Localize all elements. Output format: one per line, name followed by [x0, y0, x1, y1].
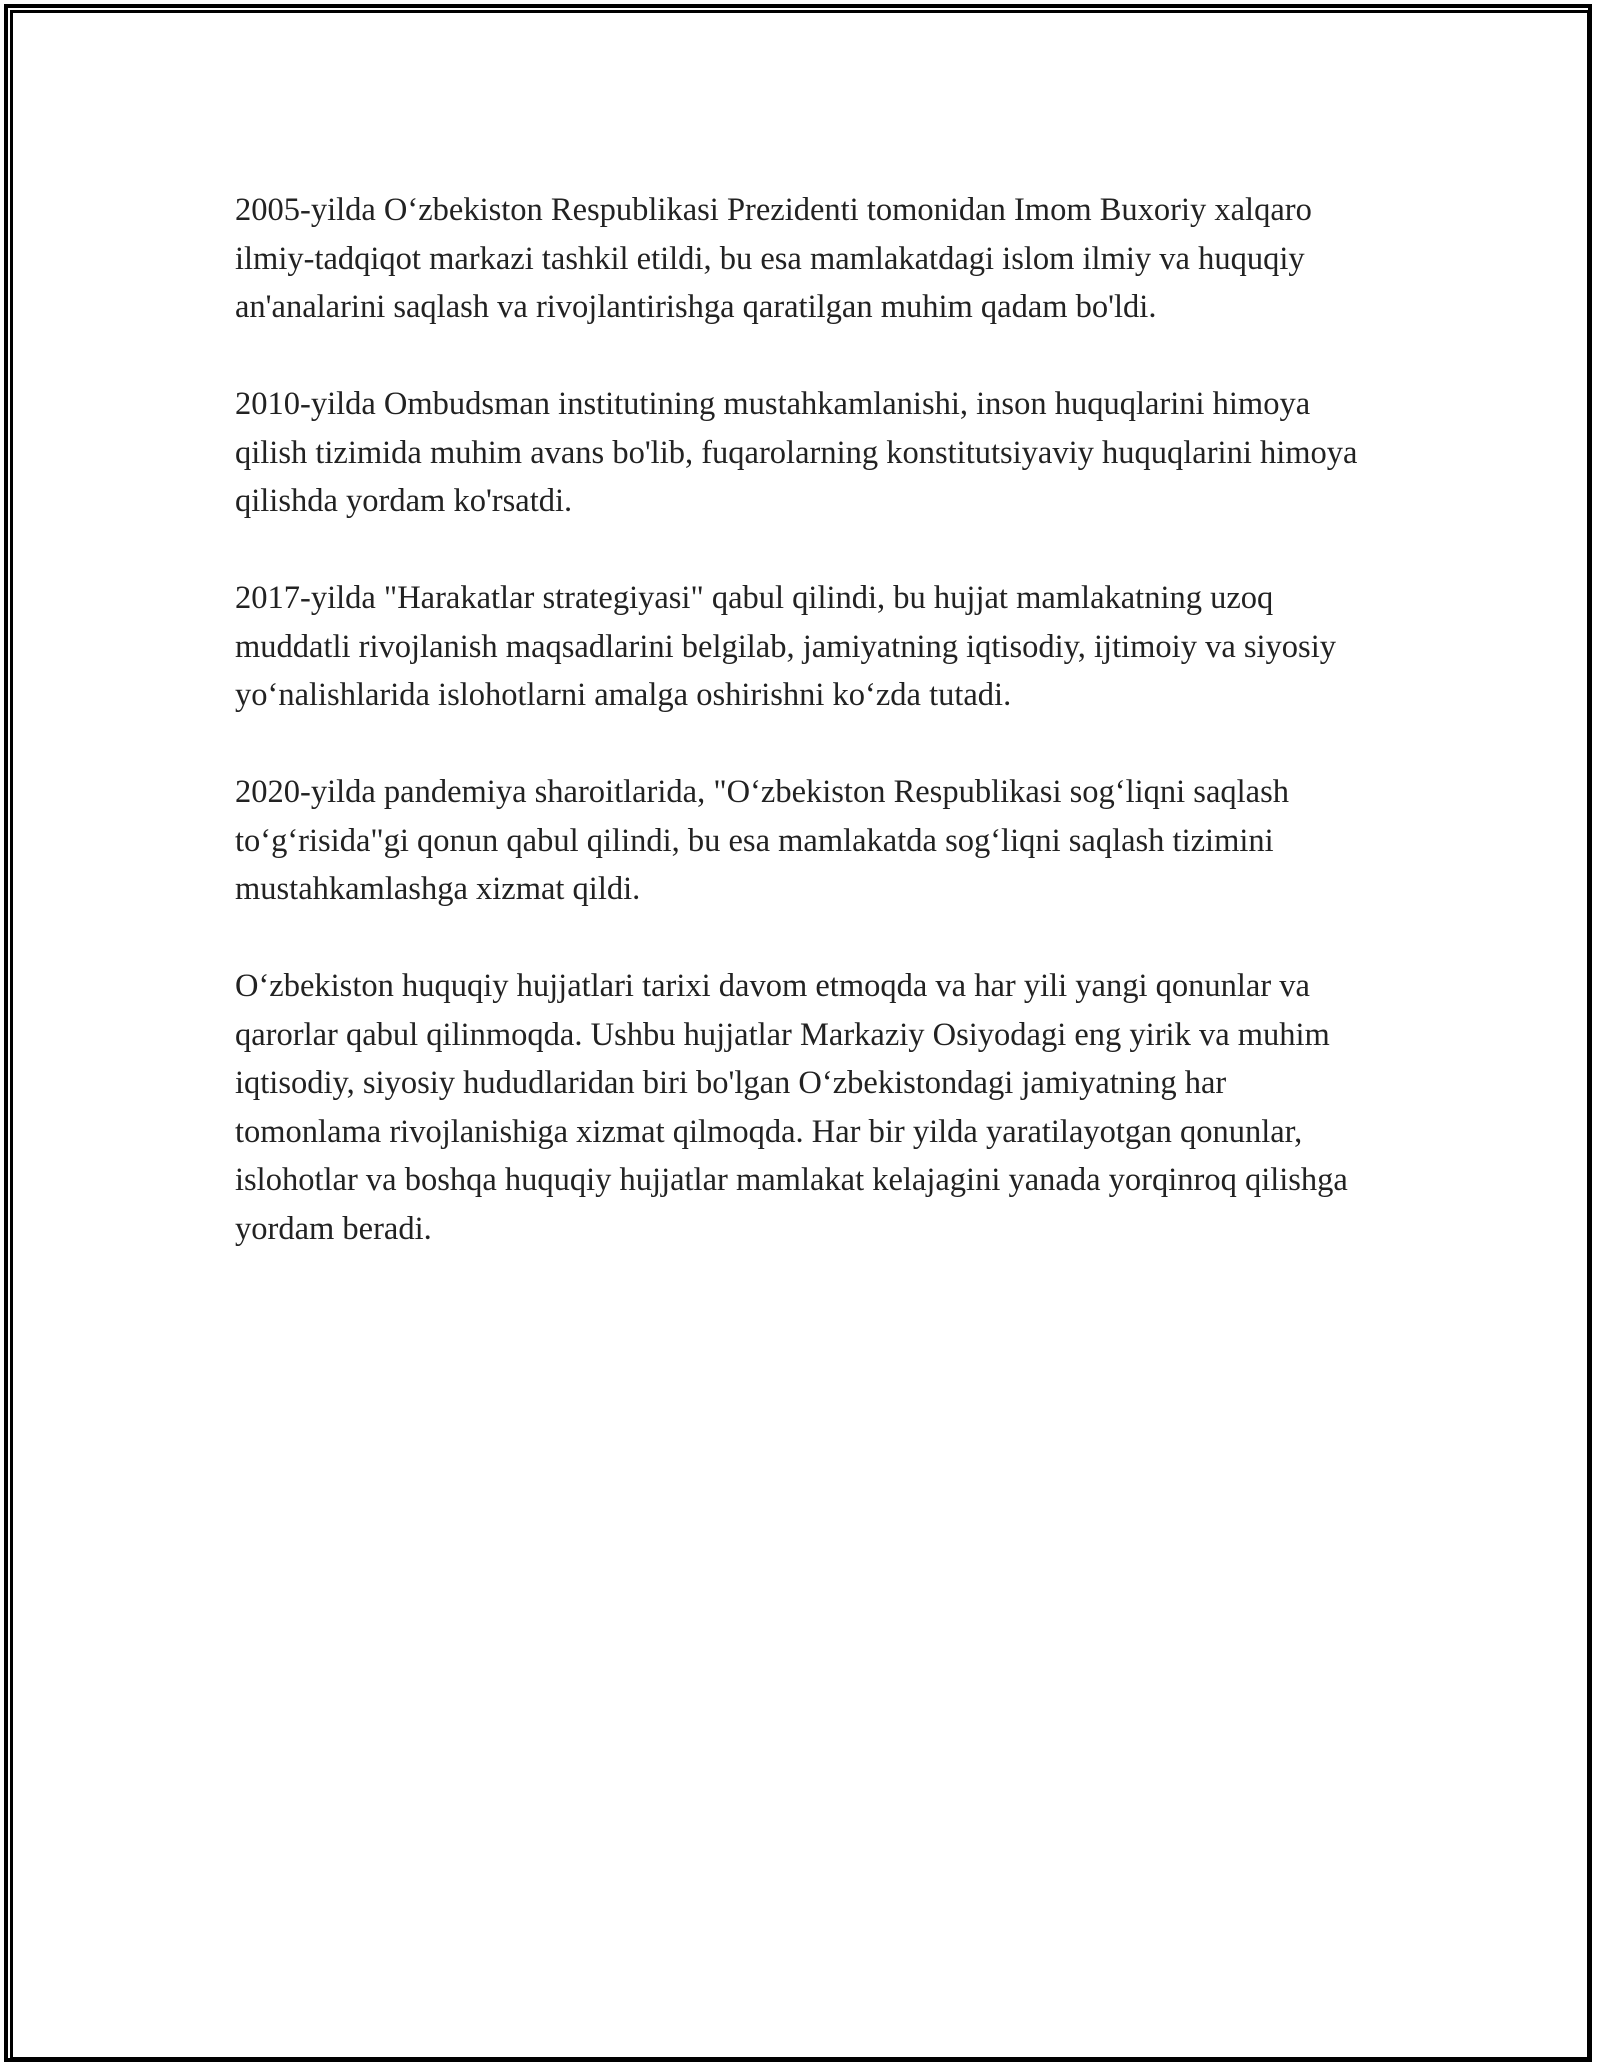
paragraph-2017: 2017-yilda "Harakatlar strategiyasi" qabul qilindi, bu hujjat mamlakatning uzoq muddatli rivojlanish maqsadlarini belgilab, jamiyatning iqtisodiy, ijtimoiy va siyosiy yo‘nalishlarida islohotlarni amalga oshirishni ko‘zda tutadi.	[235, 580, 1336, 713]
paragraph-2020: 2020-yilda pandemiya sharoitlarida, "O‘zbekiston Respublikasi sog‘liqni saqlash to‘g‘risida"gi qonun qabul qilindi, bu esa mamlakatda sog‘liqni saqlash tizimini mustahkamlashga xizmat qildi.	[235, 774, 1289, 907]
paragraph-2010: 2010-yilda Ombudsman institutining mustahkamlanishi, inson huquqlarini himoya qilish tizimida muhim avans bo'lib, fuqarolarning konstitutsiyaviy huquqlarini himoya qilishda yordam ko'rsatdi.	[235, 386, 1358, 519]
paragraph-conclusion: O‘zbekiston huquqiy hujjatlari tarixi davom etmoqda va har yili yangi qonunlar va qarorlar qabul qilinmoqda. Ushbu hujjatlar Markaziy Osiyodagi eng yirik va muhim iqtisodiy, siyosiy hududlaridan biri bo'lgan O‘zbekistondagi jamiyatning har tomonlama rivojlanishiga xizmat qilmoqda. Har bir yilda yaratilayotgan qonunlar, islohotlar va boshqa huquqiy hujjatlar mamlakat kelajagini yanada yorqinroq qilishga yordam beradi.	[235, 968, 1348, 1247]
document-body	[235, 186, 1365, 1302]
paragraph-2005: 2005-yilda O‘zbekiston Respublikasi Prezidenti tomonidan Imom Buxoriy xalqaro ilmiy-tadqiqot markazi tashkil etildi, bu esa mamlakatdagi islom ilmiy va huquqiy an'analarini saqlash va rivojlantirishga qaratilgan muhim qadam bo'ldi.	[235, 192, 1312, 325]
